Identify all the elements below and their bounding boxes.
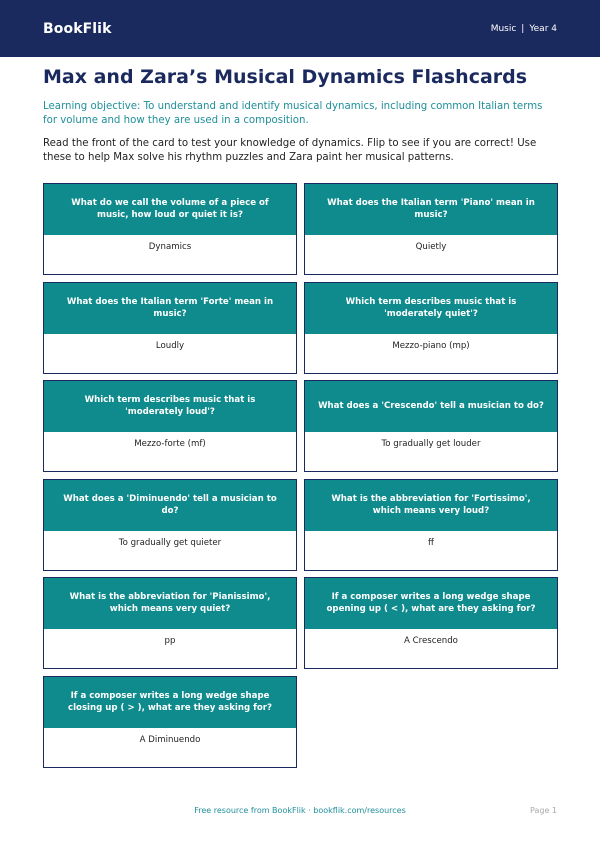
flashcard-4[interactable] [304, 282, 558, 374]
card-question: What does the Italian term 'Forte' mean in music? [44, 283, 296, 334]
brand-logo: BookFlik [43, 20, 112, 37]
header-meta [491, 24, 557, 34]
header-bar [0, 0, 600, 57]
flashcard-5[interactable] [43, 380, 297, 472]
flashcard-2[interactable] [304, 183, 558, 275]
flashcard-6[interactable] [304, 380, 558, 472]
card-answer: To gradually get quieter [44, 531, 296, 570]
card-answer: Dynamics [44, 235, 296, 274]
flashcard-7[interactable] [43, 479, 297, 571]
subject-label: Music [490, 23, 517, 34]
card-question: What do we call the volume of a piece of music, how loud or quiet it is? [44, 184, 296, 235]
card-answer: Mezzo-forte (mf) [44, 432, 296, 471]
footer-text: Free resource from BookFlik · bookflik.com/resources [194, 806, 406, 815]
card-question: Which term describes music that is 'moderately quiet'? [305, 283, 557, 334]
flashcard-8[interactable] [304, 479, 558, 571]
card-question: What is the abbreviation for 'Pianissimo', which means very quiet? [44, 578, 296, 629]
instructions-text: Read the front of the card to test your knowledge of dynamics. Flip to see if you are correct! Use these to help Max solve his rhythm puzzles and Zara paint her musical patterns. [43, 138, 537, 163]
card-question: Which term describes music that is 'moderately loud'? [44, 381, 296, 432]
card-question: What does a 'Diminuendo' tell a musician to do? [44, 480, 296, 531]
card-question: What is the abbreviation for 'Fortissimo', which means very loud? [305, 480, 557, 531]
header-separator: | [521, 23, 525, 34]
flashcard-10[interactable] [304, 577, 558, 669]
card-question: If a composer writes a long wedge shape opening up ( < ), what are they asking for? [305, 578, 557, 629]
card-question: What does a 'Crescendo' tell a musician to do? [305, 381, 557, 432]
flashcard-9[interactable] [43, 577, 297, 669]
card-question: If a composer writes a long wedge shape closing up ( > ), what are they asking for? [44, 677, 296, 728]
card-answer: A Crescendo [305, 629, 557, 668]
page-title: Max and Zara’s Musical Dynamics Flashcards [43, 66, 528, 88]
flashcard-1[interactable] [43, 183, 297, 275]
flashcard-3[interactable] [43, 282, 297, 374]
card-answer: Loudly [44, 334, 296, 373]
card-answer: Quietly [305, 235, 557, 274]
card-answer: ff [305, 531, 557, 570]
year-label: Year 4 [529, 23, 557, 34]
card-answer: Mezzo-piano (mp) [305, 334, 557, 373]
card-question: What does the Italian term 'Piano' mean in music? [305, 184, 557, 235]
flashcard-11[interactable] [43, 676, 297, 768]
page-number: Page 1 [530, 806, 557, 815]
card-answer: A Diminuendo [44, 728, 296, 767]
card-answer: To gradually get louder [305, 432, 557, 471]
learning-objective: Learning objective: To understand and identify musical dynamics, including common Italian terms for volume and how they are used in a composition. [43, 101, 543, 126]
card-answer: pp [44, 629, 296, 668]
